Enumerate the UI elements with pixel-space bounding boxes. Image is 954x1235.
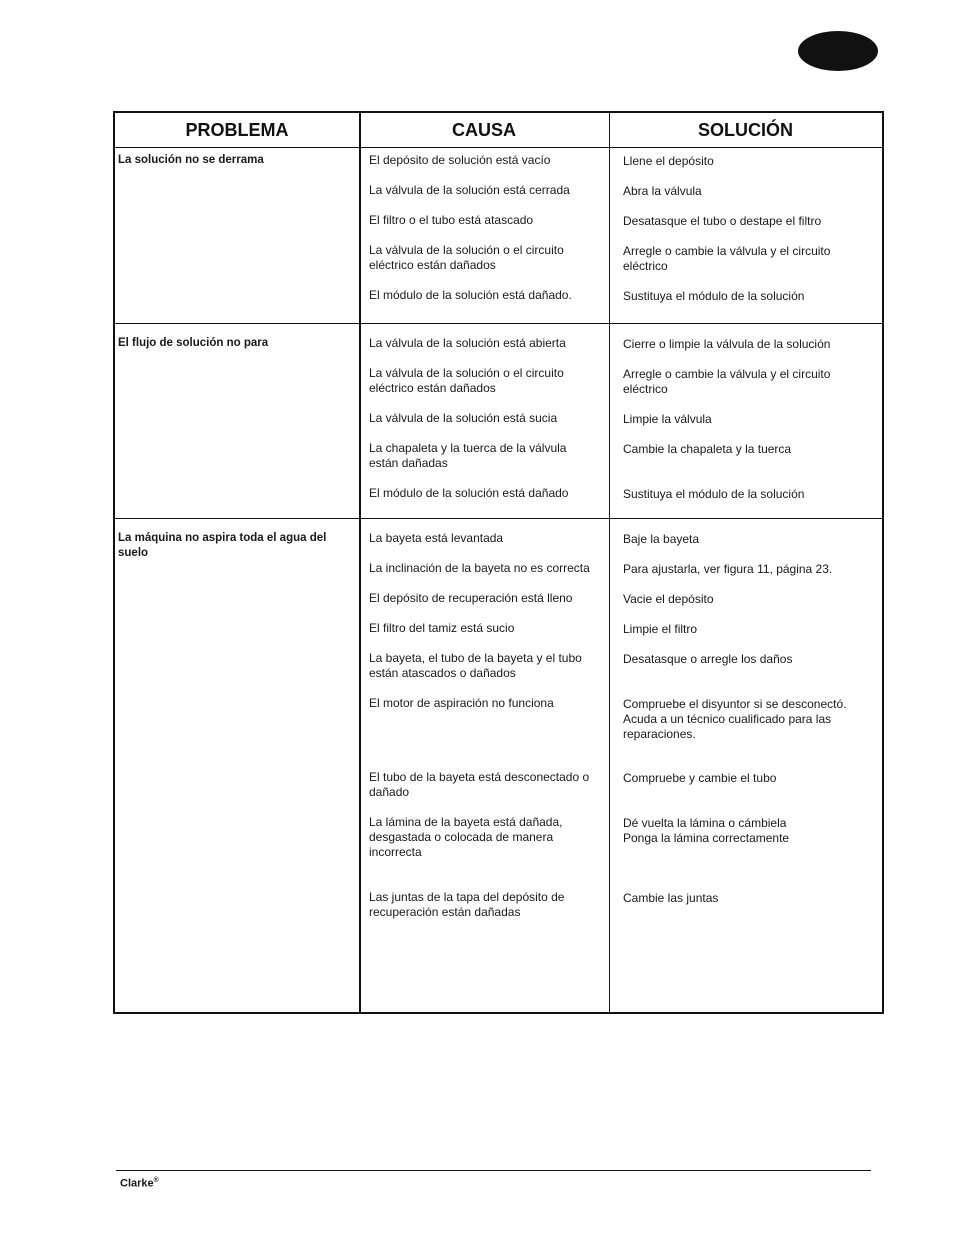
brand-name: Clarke bbox=[120, 1177, 154, 1190]
solution-text: Cambie las juntas bbox=[623, 891, 719, 905]
cause-text: La lámina de la bayeta está dañada, desgastada o colocada de manera incorrecta bbox=[369, 815, 563, 859]
column-divider bbox=[359, 113, 361, 1012]
cause-text: El módulo de la solución está dañado bbox=[369, 486, 569, 500]
cause-text: El módulo de la solución está dañado. bbox=[369, 288, 572, 302]
solution-text: Arregle o cambie la válvula y el circuito eléctrico bbox=[623, 244, 831, 273]
problem-cell: La máquina no aspira toda el agua del suelo bbox=[118, 532, 327, 559]
solution-text: Compruebe y cambie el tubo bbox=[623, 771, 777, 785]
cause-text: El filtro o el tubo está atascado bbox=[369, 213, 534, 227]
solution-text: Desatasque el tubo o destape el filtro bbox=[623, 214, 822, 228]
cause-text: La válvula de la solución o el circuito eléctrico están dañados bbox=[369, 366, 564, 395]
header-divider bbox=[115, 147, 882, 148]
cause-text: El depósito de solución está vacío bbox=[369, 153, 551, 167]
cause-text: La válvula de la solución está sucia bbox=[369, 411, 558, 425]
header-cause: CAUSA bbox=[451, 120, 516, 140]
cause-text: El filtro del tamiz está sucio bbox=[369, 621, 515, 635]
cause-text: La válvula de la solución está abierta bbox=[369, 336, 566, 350]
footer-brand bbox=[120, 1177, 159, 1190]
footer-rule bbox=[116, 1170, 871, 1171]
header-problem: PROBLEMA bbox=[185, 120, 289, 140]
solution-text: Cambie la chapaleta y la tuerca bbox=[623, 442, 792, 456]
solution-text: Llene el depósito bbox=[623, 154, 714, 168]
solution-text: Abra la válvula bbox=[623, 184, 702, 198]
solution-text: Dé vuelta la lámina o cámbiela Ponga la lámina correctamente bbox=[623, 816, 790, 845]
cause-text: Las juntas de la tapa del depósito de recuperación están dañadas bbox=[369, 890, 565, 919]
problem-cell: El flujo de solución no para bbox=[118, 337, 269, 349]
troubleshooting-table bbox=[113, 111, 884, 1014]
cause-text: El tubo de la bayeta está desconectado o dañado bbox=[369, 770, 590, 799]
registered-mark: ® bbox=[153, 1177, 159, 1184]
solution-text: Desatasque o arregle los daños bbox=[623, 652, 793, 666]
cause-text: La válvula de la solución está cerrada bbox=[369, 183, 570, 197]
problem-cell: La solución no se derrama bbox=[118, 154, 264, 166]
solution-text: Para ajustarla, ver figura 11, página 23. bbox=[623, 562, 833, 576]
solution-text: Cierre o limpie la válvula de la solución bbox=[623, 337, 831, 351]
solution-text: Limpie la válvula bbox=[623, 412, 712, 426]
header-solution: SOLUCIÓN bbox=[697, 120, 793, 140]
cause-text: La inclinación de la bayeta no es correcta bbox=[369, 561, 590, 575]
solution-text: Limpie el filtro bbox=[623, 622, 698, 636]
solution-text: Baje la bayeta bbox=[623, 532, 700, 546]
solution-text: Sustituya el módulo de la solución bbox=[623, 487, 805, 501]
column-divider bbox=[609, 113, 610, 1012]
solution-text: Vacie el depósito bbox=[623, 592, 714, 606]
cause-text: La válvula de la solución o el circuito eléctrico están dañados bbox=[369, 243, 564, 272]
solution-text: Arregle o cambie la válvula y el circuito eléctrico bbox=[623, 367, 831, 396]
cause-text: El motor de aspiración no funciona bbox=[369, 696, 554, 710]
section-tab-marker bbox=[798, 31, 878, 71]
solution-text: Compruebe el disyuntor si se desconectó. Acuda a un técnico cualificado para las reparaciones. bbox=[623, 697, 847, 741]
cause-text: La bayeta está levantada bbox=[369, 531, 504, 545]
cause-text: La chapaleta y la tuerca de la válvula están dañadas bbox=[369, 441, 567, 470]
row-divider bbox=[115, 518, 882, 519]
solution-text: Sustituya el módulo de la solución bbox=[623, 289, 805, 303]
cause-text: La bayeta, el tubo de la bayeta y el tubo están atascados o dañados bbox=[369, 651, 582, 680]
cause-text: El depósito de recuperación está lleno bbox=[369, 591, 573, 605]
row-divider bbox=[115, 323, 882, 324]
